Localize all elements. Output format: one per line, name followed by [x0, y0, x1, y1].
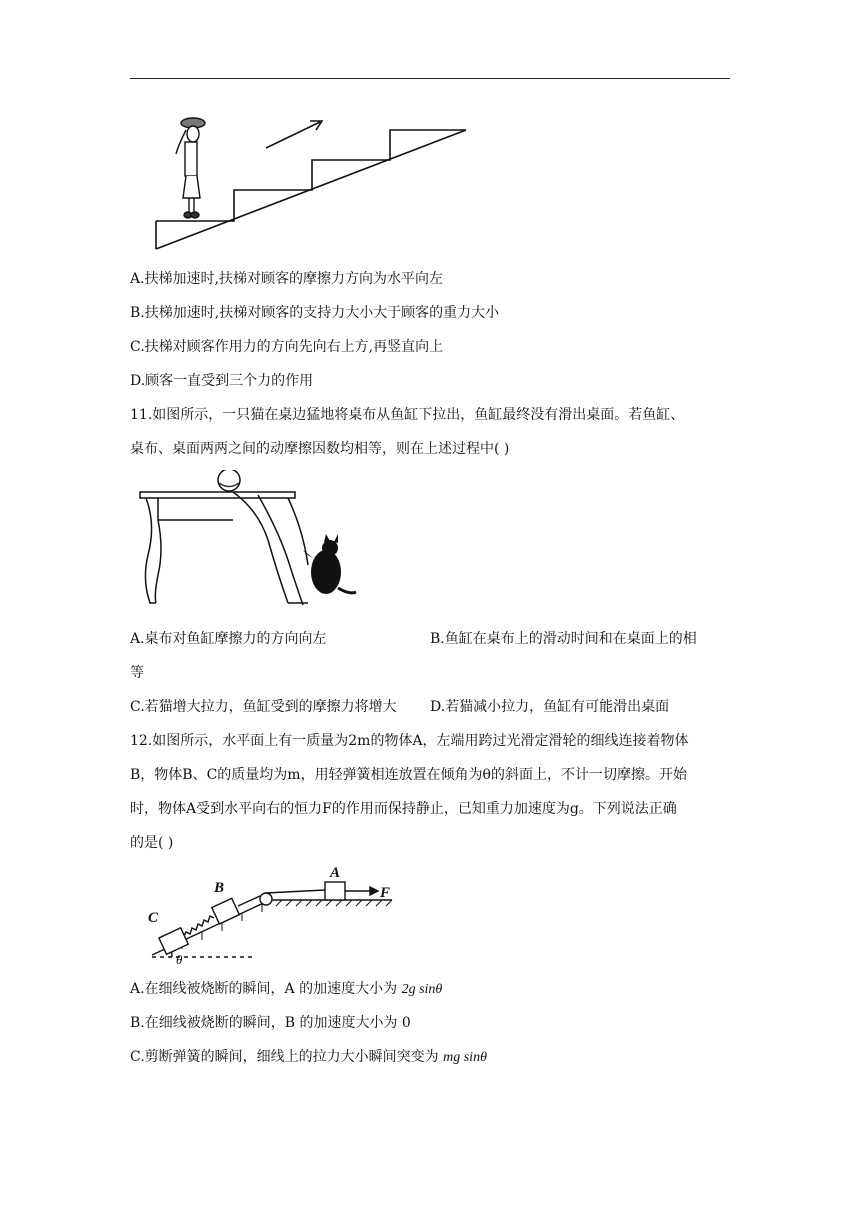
q12-option-c-text: C.剪断弹簧的瞬间，细线上的拉力大小瞬间突变为 — [130, 1049, 439, 1065]
q12-option-c — [130, 1048, 487, 1067]
q11-option-b-line2: 等 — [130, 665, 144, 681]
cat-tablecloth-figure — [138, 470, 363, 615]
incline-figure — [142, 860, 402, 965]
q10-option-a: A.扶梯加速时,扶梯对顾客的摩擦力方向为水平向左 — [130, 271, 444, 287]
q11-option-d: D.若猫减小拉力，鱼缸有可能滑出桌面 — [430, 699, 670, 715]
q11-stem-line1: 11.如图所示，一只猫在桌边猛地将桌布从鱼缸下拉出，鱼缸最终没有滑出桌面。若鱼缸、 — [130, 407, 685, 423]
label-B: B — [214, 880, 225, 896]
q10-option-d: D.顾客一直受到三个力的作用 — [130, 373, 314, 389]
q10-option-b: B.扶梯加速时,扶梯对顾客的支持力大小大于顾客的重力大小 — [130, 305, 500, 321]
q11-stem-line2: 桌布、桌面两两之间的动摩擦因数均相等，则在上述过程中( ) — [130, 441, 510, 457]
label-A: A — [330, 865, 341, 881]
q12-option-a-math: 2g sinθ — [401, 982, 443, 997]
escalator-figure — [150, 108, 475, 253]
label-theta: θ — [176, 952, 183, 965]
cat-figure — [303, 534, 356, 594]
q12-stem-line3: 时，物体A受到水平向右的恒力F的作用而保持静止，已知重力加速度为g。下列说法正确 — [130, 801, 677, 817]
label-C: C — [148, 910, 159, 926]
q12-option-a — [130, 980, 442, 999]
q11-option-b-line1: B.鱼缸在桌布上的滑动时间和在桌面上的相 — [430, 631, 697, 647]
customer-figure — [176, 118, 205, 218]
q10-option-c: C.扶梯对顾客作用力的方向先向右上方,再竖直向上 — [130, 339, 444, 355]
q12-option-a-text: A.在细线被烧断的瞬间，A 的加速度大小为 — [130, 981, 398, 997]
label-F: F — [380, 885, 391, 901]
q11-option-a: A.桌布对鱼缸摩擦力的方向向左 — [130, 631, 327, 647]
q12-stem-line2: B，物体B、C的质量均为m，用轻弹簧相连放置在倾角为θ的斜面上，不计一切摩擦。开始 — [130, 767, 687, 783]
header-rule — [130, 78, 730, 79]
q12-option-c-math: mg sinθ — [443, 1050, 487, 1065]
q12-option-b: B.在细线被烧断的瞬间，B 的加速度大小为 0 — [130, 1015, 411, 1031]
q12-stem-line1: 12.如图所示，水平面上有一质量为2m的物体A，左端用跨过光滑定滑轮的细线连接着物体 — [130, 733, 689, 749]
q11-option-c: C.若猫增大拉力，鱼缸受到的摩擦力将增大 — [130, 699, 397, 715]
q12-stem-line4: 的是( ) — [130, 835, 174, 851]
